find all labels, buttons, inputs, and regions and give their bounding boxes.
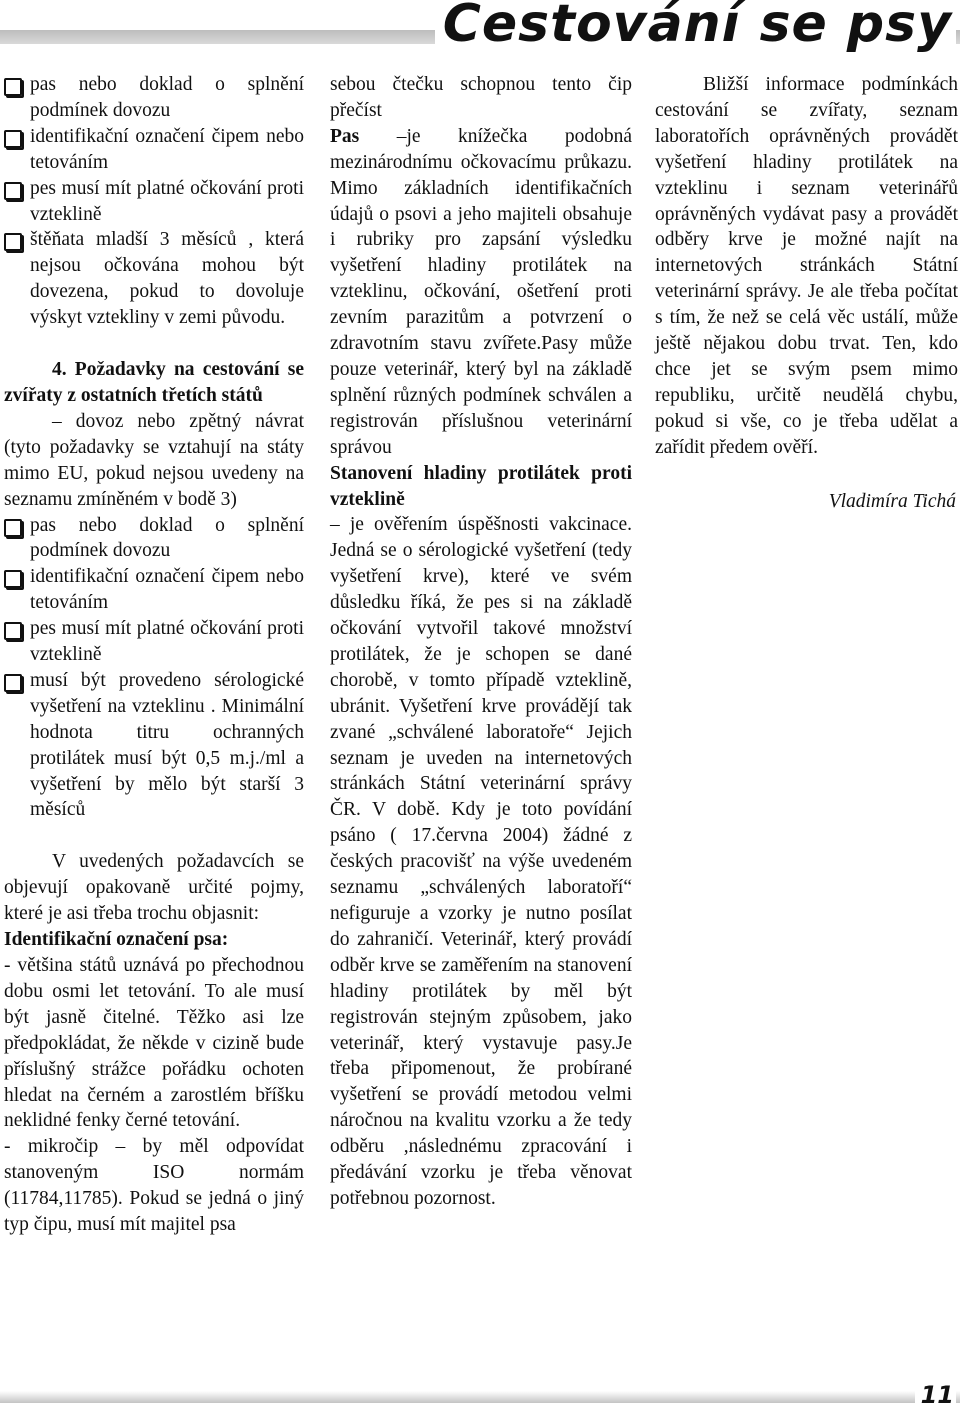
- list-item: štěňata mladší 3 měsíců , která nejsou očkována mohou být dovezena, pokud to dovoluje výskyt vztekliny v zemi původu.: [4, 227, 304, 331]
- paragraph: sebou čtečku schopnou tento čip přečíst: [330, 74, 632, 121]
- column-1: [4, 72, 304, 1238]
- checkbox-bullet-icon: [4, 130, 22, 148]
- page-title: Cestování se psy: [435, 0, 956, 54]
- list-item: identifikační označení čipem nebo tetováním: [4, 124, 304, 176]
- subheading: Stanovení hladiny protilátek proti vzteklině: [330, 462, 632, 510]
- section-text: – dovoz nebo zpětný návrat (tyto požadavky se vztahují na státy mimo EU, pokud nejsou uvedeny na seznamu zmíněném v bodě 3): [4, 410, 304, 510]
- paragraph: - většina států uznává po přechodnou dobu osmi let tetování. To ale musí být jasně čitelné. Těžko asi lze předpokládat, že někde v cizině bude příslušný strážce pořádku ochoten hledat na černém a zarostlém bříšku neklidné fenky černé tetování.: [4, 955, 304, 1132]
- author-signature: Vladimíra Tichá: [828, 490, 956, 512]
- paragraph: Bližší informace podmínkách cestování se zvířaty, seznam laboratořích oprávněných provádět vyšetření hladiny protilátek na vzteklinu i seznam veterinářů oprávněných vydávat pasy a provádět odběry krve je možné najít na internetových stránkách Státní veterinární správy. Je ale třeba počítat s tím, že než se celá věc ustálí, může ještě nějakou dobu trvat. Ten, kdo chce jet se svým psem mimo republiku, určitě neudělá chybu, pokud si vše, co je třeba udělat a zařídit předem ověří.: [655, 74, 958, 458]
- list-item: pas nebo doklad o splnění podmínek dovozu: [4, 72, 304, 124]
- section-heading: 4. Požadavky na cestování se zvířaty z ostatních třetích států: [4, 359, 304, 406]
- term-label: Pas: [330, 125, 360, 147]
- list-item: musí být provedeno sérologické vyšetření na vzteklinu . Minimální hodnota titru ochranných protilátek musí být 0,5 m.j./ml a vyšetření by mělo být starší 3 měsíců: [4, 668, 304, 823]
- list-item: identifikační označení čipem nebo tetováním: [4, 564, 304, 616]
- paragraph: - mikročip – by měl odpovídat stanoveným ISO normám (11784,11785). Pokud se jedná o jiný typ čipu, musí mít majitel psa: [4, 1136, 304, 1236]
- paragraph: Pas –je knížečka podobná mezinárodnímu očkovacímu průkazu. Mimo základních identifikačních údajů o psovi a jeho majiteli obsahuje i rubriky pro zapsání výsledku vyšetření hladiny protilátek na vzteklinu, očkování, ošetření proti zevním parazitům a potvrzení o zdravotním stavu zvířete.Pasy může pouze veterinář, který byl na základě splnění různých podmínek schválen a registrován příslušnou veterinární správou: [330, 125, 632, 458]
- checkbox-bullet-icon: [4, 674, 22, 692]
- checkbox-bullet-icon: [4, 233, 22, 251]
- list-item: pes musí mít platné očkování proti vzteklině: [4, 616, 304, 668]
- checkbox-bullet-icon: [4, 570, 22, 588]
- footer-bar: [0, 1391, 960, 1403]
- subheading: Identifikační označení psa:: [4, 929, 229, 951]
- paragraph: V uvedených požadavcích se objevují opakovaně určité pojmy, které je asi třeba trochu objasnit:: [4, 851, 304, 925]
- page-number: 11: [915, 1381, 956, 1409]
- checkbox-bullet-icon: [4, 622, 22, 640]
- column-2: [330, 72, 632, 1212]
- list-item: pas nebo doklad o splnění podmínek dovozu: [4, 513, 304, 565]
- checkbox-bullet-icon: [4, 519, 22, 537]
- column-3: [655, 72, 958, 515]
- checkbox-bullet-icon: [4, 182, 22, 200]
- paragraph: – je ověřením úspěšnosti vakcinace. Jedná se o sérologické vyšetření (tedy vyšetření krve), které ve svém důsledku říká, že pes si na základě očkování vytvořil takové množství protilátek, že je schopen se dané chorobě, v tomto případě vzteklině, ubránit. Vyšetření krve provádějí tak zvané „schválené laboratoře“ Jejich seznam je uveden na internetových stránkách Státní veterinární správy ČR. V době. Kdy je toto povídání psáno ( 17.června 2004) žádné z českých pracovišť na výše uvedeném seznamu „schválených laboratoří“ nefiguruje a vzorky je nutno posílat do zahraničí. Veterinář, který provádí odběr krve se zaměřením na stanovení hladiny protilátek by měl být registrován stejným způsobem, jako veterinář, který vystavuje pasy.Je třeba připomenout, že probírané vyšetření se provádí metodou velmi náročnou na kvalitu vzorku a že tedy odběru ,následnému zpracování i předávání vzorku je třeba věnovat potřebnou pozornost.: [330, 514, 632, 1209]
- list-item: pes musí mít platné očkování proti vzteklině: [4, 176, 304, 228]
- checkbox-bullet-icon: [4, 78, 22, 96]
